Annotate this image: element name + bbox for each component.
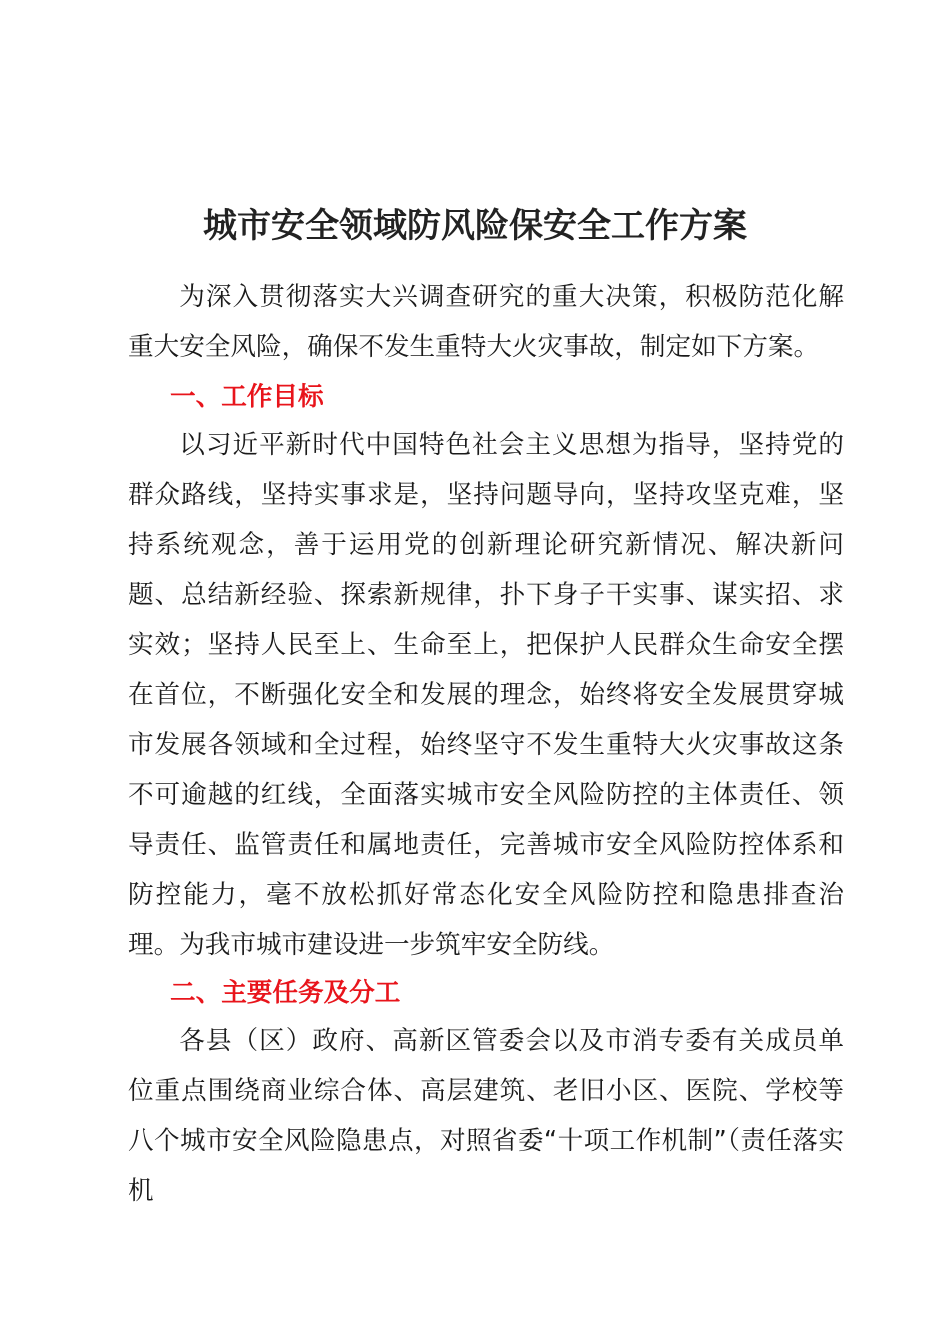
section-paragraph-tasks: 各县（区）政府、高新区管委会以及市消专委有关成员单位重点围绕商业综合体、高层建筑、老旧小区、医院、学校等八个城市安全风险隐患点，对照省委“十项工作机制”（责任落实机 (128, 1026, 844, 1206)
section-heading-goals: 一、工作目标 (170, 382, 324, 412)
document-title: 城市安全领域防风险保安全工作方案 (203, 206, 747, 246)
section-heading-tasks: 二、主要任务及分工 (170, 978, 401, 1008)
intro-paragraph: 为深入贯彻落实大兴调查研究的重大决策，积极防范化解重大安全风险，确保不发生重特大火灾事故，制定如下方案。 (128, 282, 844, 362)
section-paragraph-goals: 以习近平新时代中国特色社会主义思想为指导，坚持党的群众路线，坚持实事求是，坚持问题导向，坚持攻坚克难，坚持系统观念，善于运用党的创新理论研究新情况、解决新问题、总结新经验、探索新规律，扑下身子干实事、谋实招、求实效；坚持人民至上、生命至上，把保护人民群众生命安全摆在首位，不断强化安全和发展的理念，始终将安全发展贯穿城市发展各领域和全过程，始终坚守不发生重特大火灾事故这条不可逾越的红线，全面落实城市安全风险防控的主体责任、领导责任、监管责任和属地责任，完善城市安全风险防控体系和防控能力，毫不放松抓好常态化安全风险防控和隐患排查治理。为我市城市建设进一步筑牢安全防线。 (128, 430, 844, 960)
